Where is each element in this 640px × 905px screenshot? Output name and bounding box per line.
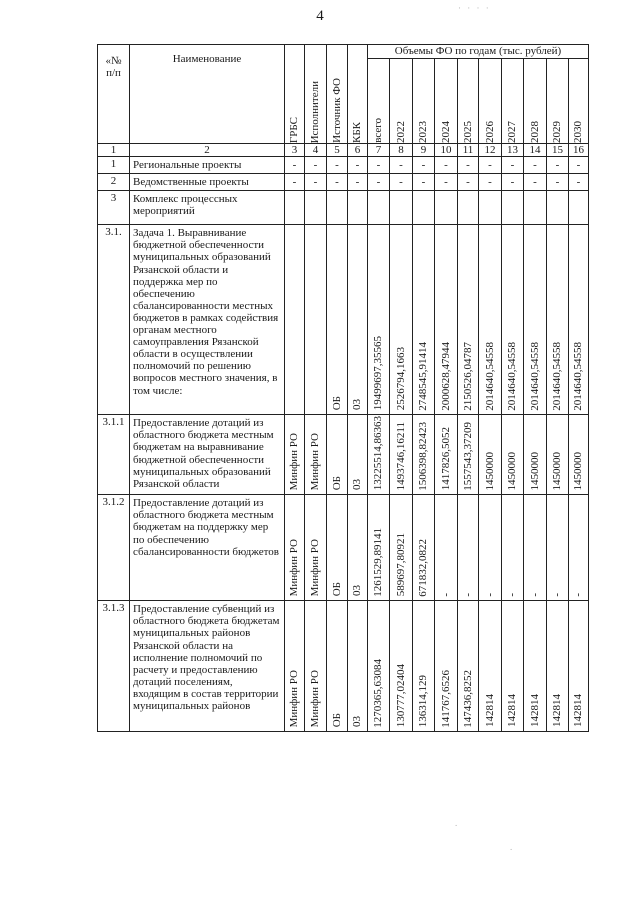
row-name: Предоставление дотаций из областного бюджета местным бюджетам на выравнивание бюджетной обеспеченности муниципальных образований Рязанской области — [130, 415, 285, 495]
row-value: 2150526,04787 — [458, 225, 479, 415]
column-number: 8 — [390, 144, 413, 157]
row-cell: - — [413, 157, 435, 174]
scan-noise: . — [510, 842, 515, 852]
table-row — [98, 157, 589, 174]
header-source: Источник ФО — [327, 45, 348, 144]
header-year: 2027 — [502, 59, 524, 144]
row-cell — [524, 191, 547, 225]
page-number: 4 — [316, 8, 324, 24]
scan-noise: . — [455, 818, 460, 828]
row-executor — [305, 225, 327, 415]
column-number: 16 — [569, 144, 589, 157]
table-row — [98, 415, 589, 495]
row-value: 1450000 — [547, 415, 569, 495]
row-value: - — [458, 495, 479, 601]
column-number: 5 — [327, 144, 348, 157]
row-value: 2000628,47944 — [435, 225, 458, 415]
row-cell: - — [458, 174, 479, 191]
row-value: 1557543,37209 — [458, 415, 479, 495]
row-grbs: Минфин РО — [285, 601, 305, 732]
column-number: 12 — [479, 144, 502, 157]
row-value: 142814 — [547, 601, 569, 732]
row-cell: - — [524, 157, 547, 174]
header-num: «№ п/п — [98, 45, 130, 144]
table-row — [98, 601, 589, 732]
row-name: Задача 1. Выравнивание бюджетной обеспеченности муниципальных образований Рязанской области и поддержка мер по обеспечению сбалансированности местных бюджетов в рамках содействия органам местного самоуправления Рязанской области в осуществлении полномочий по решению вопросов местного значения, в том числе: — [130, 225, 285, 415]
row-value: 1450000 — [569, 415, 589, 495]
row-cell: - — [479, 157, 502, 174]
row-value: 589697,80921 — [390, 495, 413, 601]
row-grbs — [285, 225, 305, 415]
header-year: 2025 — [458, 59, 479, 144]
row-number: 2 — [98, 174, 130, 191]
row-cell: - — [390, 157, 413, 174]
row-name: Предоставление субвенций из областного бюджета бюджетам муниципальных районов Рязанской области на исполнение полномочий по расчету и предоставлению дотаций поселениям, входящим в состав территории муниципальных районов — [130, 601, 285, 732]
row-cell: - — [569, 157, 589, 174]
row-value: 130777,02404 — [390, 601, 413, 732]
row-value: 2014640,54558 — [569, 225, 589, 415]
row-cell: - — [305, 157, 327, 174]
row-executor: Минфин РО — [305, 601, 327, 732]
row-value: - — [479, 495, 502, 601]
row-value: 1261529,89141 — [368, 495, 390, 601]
row-number: 1 — [98, 157, 130, 174]
row-number: 3.1.2 — [98, 495, 130, 601]
table-row — [98, 495, 589, 601]
row-value: 142814 — [479, 601, 502, 732]
row-value: 2014640,54558 — [524, 225, 547, 415]
row-name: Региональные проекты — [130, 157, 285, 174]
row-grbs: Минфин РО — [285, 415, 305, 495]
header-year: 2026 — [479, 59, 502, 144]
row-cell — [327, 191, 348, 225]
row-value: 141767,6526 — [435, 601, 458, 732]
row-value: 2748545,91414 — [413, 225, 435, 415]
row-cell: - — [569, 174, 589, 191]
row-number: 3.1.1 — [98, 415, 130, 495]
column-number: 4 — [305, 144, 327, 157]
row-value: 1450000 — [524, 415, 547, 495]
row-value: 142814 — [502, 601, 524, 732]
column-number: 13 — [502, 144, 524, 157]
column-number: 2 — [130, 144, 285, 157]
row-cell: - — [285, 174, 305, 191]
header-year: 2023 — [413, 59, 435, 144]
row-cell: - — [458, 157, 479, 174]
row-value: 1506398,82423 — [413, 415, 435, 495]
budget-table — [97, 44, 589, 732]
row-kbk: 03 — [348, 415, 368, 495]
row-source: ОБ — [327, 601, 348, 732]
row-grbs: Минфин РО — [285, 495, 305, 601]
row-cell: - — [435, 174, 458, 191]
row-cell: - — [502, 157, 524, 174]
row-cell — [547, 191, 569, 225]
row-value: 142814 — [524, 601, 547, 732]
row-name: Предоставление дотаций из областного бюджета местным бюджетам на поддержку мер по обеспечению сбалансированности бюджетов — [130, 495, 285, 601]
row-value: - — [569, 495, 589, 601]
row-value: 136314,129 — [413, 601, 435, 732]
row-source: ОБ — [327, 495, 348, 601]
row-number: 3.1. — [98, 225, 130, 415]
row-cell — [413, 191, 435, 225]
row-cell — [368, 191, 390, 225]
row-kbk: 03 — [348, 495, 368, 601]
row-cell: - — [305, 174, 327, 191]
row-cell: - — [285, 157, 305, 174]
row-value: - — [502, 495, 524, 601]
row-source: ОБ — [327, 415, 348, 495]
row-cell: - — [348, 174, 368, 191]
row-cell: - — [547, 157, 569, 174]
header-year: 2029 — [547, 59, 569, 144]
row-cell: - — [413, 174, 435, 191]
row-value: 1450000 — [479, 415, 502, 495]
row-cell: - — [547, 174, 569, 191]
row-value: 19499697,35565 — [368, 225, 390, 415]
scan-noise: · · · · — [458, 3, 491, 13]
column-number: 1 — [98, 144, 130, 157]
header-year: 2028 — [524, 59, 547, 144]
row-value: 671832,0822 — [413, 495, 435, 601]
row-value: 2014640,54558 — [547, 225, 569, 415]
row-name: Ведомственные проекты — [130, 174, 285, 191]
row-value: 142814 — [569, 601, 589, 732]
row-source: ОБ — [327, 225, 348, 415]
row-cell — [390, 191, 413, 225]
row-cell: - — [502, 174, 524, 191]
row-cell — [569, 191, 589, 225]
header-kbk: КБК — [348, 45, 368, 144]
header-grbs: ГРБС — [285, 45, 305, 144]
row-executor: Минфин РО — [305, 415, 327, 495]
row-number: 3 — [98, 191, 130, 225]
header-year: 2022 — [390, 59, 413, 144]
row-kbk: 03 — [348, 225, 368, 415]
column-number: 11 — [458, 144, 479, 157]
header-name: Наименование — [130, 45, 285, 144]
row-value: 1270365,63084 — [368, 601, 390, 732]
row-value: 2014640,54558 — [479, 225, 502, 415]
table-row — [98, 225, 589, 415]
row-cell: - — [327, 157, 348, 174]
row-value: 2526794,1663 — [390, 225, 413, 415]
row-cell: - — [524, 174, 547, 191]
column-number: 6 — [348, 144, 368, 157]
row-cell: - — [479, 174, 502, 191]
row-cell: - — [348, 157, 368, 174]
row-value: 1493746,16211 — [390, 415, 413, 495]
header-year: всего — [368, 59, 390, 144]
header-year: 2030 — [569, 59, 589, 144]
row-cell: - — [390, 174, 413, 191]
row-value: 2014640,54558 — [502, 225, 524, 415]
row-cell — [305, 191, 327, 225]
column-number: 15 — [547, 144, 569, 157]
row-cell — [285, 191, 305, 225]
row-value: - — [524, 495, 547, 601]
row-value: 1417826,5052 — [435, 415, 458, 495]
row-cell — [502, 191, 524, 225]
row-cell — [458, 191, 479, 225]
row-cell: - — [368, 157, 390, 174]
header-group-title: Объемы ФО по годам (тыс. рублей) — [368, 45, 589, 59]
row-value: - — [435, 495, 458, 601]
column-number: 9 — [413, 144, 435, 157]
row-value: 13225514,86363 — [368, 415, 390, 495]
row-name: Комплекс процессных мероприятий — [130, 191, 285, 225]
row-cell: - — [368, 174, 390, 191]
header-year: 2024 — [435, 59, 458, 144]
column-number: 10 — [435, 144, 458, 157]
row-value: - — [547, 495, 569, 601]
table-row — [98, 174, 589, 191]
header-executors: Исполнители — [305, 45, 327, 144]
row-cell: - — [435, 157, 458, 174]
column-number: 7 — [368, 144, 390, 157]
row-number: 3.1.3 — [98, 601, 130, 732]
table-row — [98, 191, 589, 225]
column-number: 3 — [285, 144, 305, 157]
row-executor: Минфин РО — [305, 495, 327, 601]
row-cell — [435, 191, 458, 225]
row-cell — [348, 191, 368, 225]
row-kbk: 03 — [348, 601, 368, 732]
row-value: 147436,8252 — [458, 601, 479, 732]
row-cell: - — [327, 174, 348, 191]
row-cell — [479, 191, 502, 225]
column-number: 14 — [524, 144, 547, 157]
row-value: 1450000 — [502, 415, 524, 495]
